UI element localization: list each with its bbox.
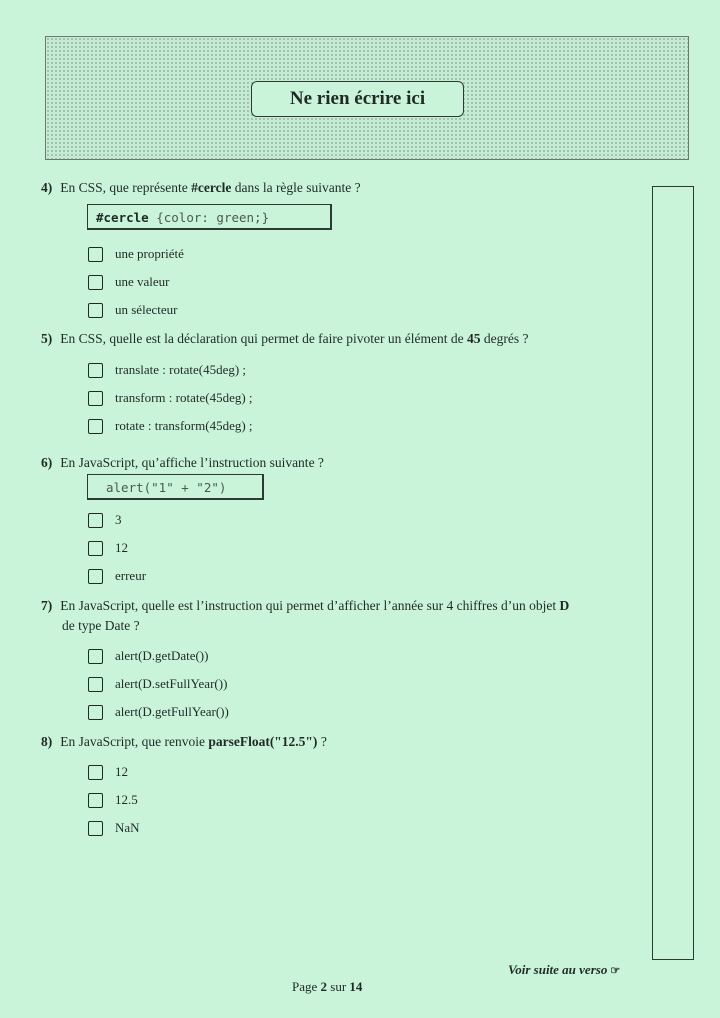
option-label: 12 <box>115 764 128 779</box>
checkbox[interactable] <box>88 569 103 584</box>
option-item[interactable] <box>88 567 146 585</box>
checkbox[interactable] <box>88 303 103 318</box>
question-text: En CSS, quelle est la déclaration qui permet de faire pivoter un élément de 45 degrés ? <box>60 331 529 346</box>
grading-margin-box <box>652 186 694 960</box>
option-item[interactable] <box>88 675 227 693</box>
question-5 <box>41 329 528 349</box>
checkbox[interactable] <box>88 363 103 378</box>
page-number: Page 2 sur 14 <box>292 979 363 994</box>
checkbox[interactable] <box>88 705 103 720</box>
option-item[interactable] <box>88 647 208 665</box>
option-label: 3 <box>115 512 122 527</box>
option-item[interactable] <box>88 361 246 379</box>
option-item[interactable] <box>88 539 128 557</box>
option-label: alert(D.getDate()) <box>115 648 209 663</box>
option-item[interactable] <box>88 245 184 263</box>
question-number: 4) <box>41 180 53 195</box>
checkbox[interactable] <box>88 793 103 808</box>
checkbox[interactable] <box>88 513 103 528</box>
checkbox[interactable] <box>88 649 103 664</box>
option-item[interactable] <box>88 301 177 319</box>
option-label: 12.5 <box>115 792 138 807</box>
checkbox[interactable] <box>88 391 103 406</box>
no-write-label: Ne rien écrire ici <box>251 81 464 117</box>
code-snippet: alert("1" + "2") <box>87 474 264 500</box>
question-number: 7) <box>41 598 53 613</box>
option-item[interactable] <box>88 273 170 291</box>
continue-on-back-note: Voir suite au verso ☞ <box>508 962 621 977</box>
question-number: 6) <box>41 455 53 470</box>
option-label: rotate : transform(45deg) ; <box>115 418 253 433</box>
option-item[interactable] <box>88 763 128 781</box>
question-text-continued: de type Date ? <box>62 618 140 633</box>
checkbox[interactable] <box>88 275 103 290</box>
code-snippet: #cercle {color: green;} <box>87 204 332 230</box>
option-label: une valeur <box>115 274 170 289</box>
pointing-hand-icon: ☞ <box>610 965 621 977</box>
option-item[interactable] <box>88 703 229 721</box>
question-7 <box>41 596 569 636</box>
question-8 <box>41 732 327 752</box>
question-4 <box>41 178 361 198</box>
option-item[interactable] <box>88 417 253 435</box>
question-6 <box>41 453 324 473</box>
option-item[interactable] <box>88 791 138 809</box>
question-text: En CSS, que représente #cercle dans la règle suivante ? <box>60 180 361 195</box>
option-label: NaN <box>115 820 140 835</box>
option-label: 12 <box>115 540 128 555</box>
option-label: alert(D.getFullYear()) <box>115 704 229 719</box>
option-label: transform : rotate(45deg) ; <box>115 390 253 405</box>
question-number: 5) <box>41 331 53 346</box>
question-number: 8) <box>41 734 53 749</box>
option-label: alert(D.setFullYear()) <box>115 676 228 691</box>
checkbox[interactable] <box>88 247 103 262</box>
option-item[interactable] <box>88 511 122 529</box>
question-text: En JavaScript, quelle est l’instruction qui permet d’afficher l’année sur 4 chiffres d’un objet D <box>60 598 570 613</box>
option-label: un sélecteur <box>115 302 178 317</box>
option-label: une propriété <box>115 246 184 261</box>
question-text: En JavaScript, que renvoie parseFloat("12.5") ? <box>60 734 327 749</box>
checkbox[interactable] <box>88 765 103 780</box>
checkbox[interactable] <box>88 541 103 556</box>
checkbox[interactable] <box>88 419 103 434</box>
option-item[interactable] <box>88 819 140 837</box>
question-text: En JavaScript, qu’affiche l’instruction suivante ? <box>60 455 324 470</box>
option-item[interactable] <box>88 389 253 407</box>
option-label: erreur <box>115 568 147 583</box>
checkbox[interactable] <box>88 821 103 836</box>
option-label: translate : rotate(45deg) ; <box>115 362 247 377</box>
checkbox[interactable] <box>88 677 103 692</box>
